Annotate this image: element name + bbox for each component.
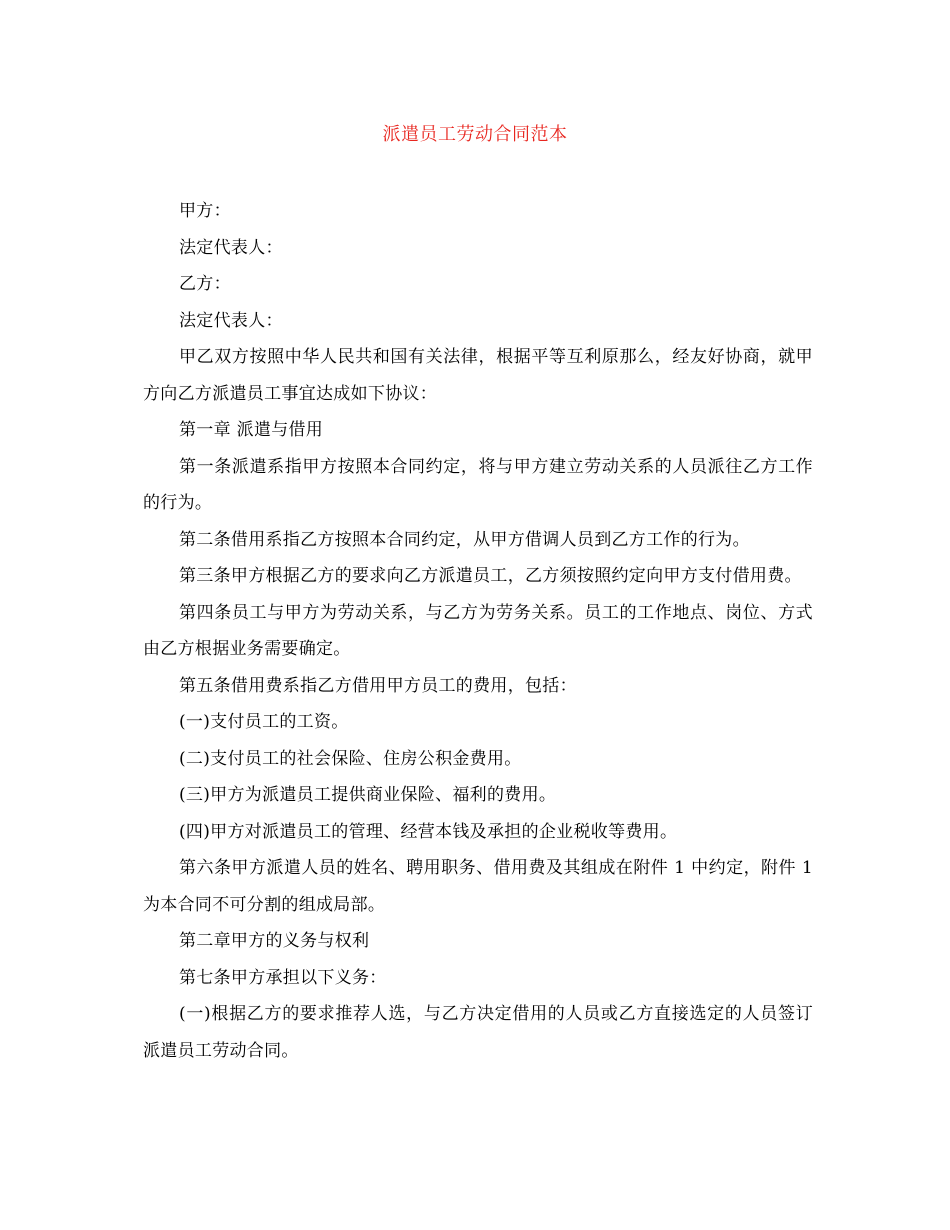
article-paragraph: 第五条借用费系指乙方借用甲方员工的费用，包括： (179, 675, 577, 696)
list-item: (四)甲方对派遣员工的管理、经营本钱及承担的企业税收等费用。 (179, 821, 678, 842)
article-paragraph: 第四条员工与甲方为劳动关系，与乙方为劳务关系。员工的工作地点、岗位、方式由乙方根据业务需要确定。 (143, 602, 813, 659)
article-paragraph: 第一条派遣系指甲方按照本合同约定，将与甲方建立劳动关系的人员派往乙方工作的行为。 (143, 456, 813, 513)
list-item: (三)甲方为派遣员工提供商业保险、福利的费用。 (179, 785, 557, 805)
article-paragraph: 第二条借用系指乙方按照本合同约定，从甲方借调人员到乙方工作的行为。 (179, 529, 750, 550)
preamble-paragraph: 甲乙双方按照中华人民共和国有关法律，根据平等互利原那么，经友好协商，就甲方向乙方派遣员工事宜达成如下协议： (143, 347, 813, 404)
party-b-representative-label: 法定代表人： (179, 310, 283, 331)
document-body (143, 193, 813, 1069)
list-item: (一)支付员工的工资。 (179, 712, 349, 732)
list-item: (二)支付员工的社会保险、住房公积金费用。 (179, 748, 522, 769)
article-paragraph: 第七条甲方承担以下义务： (179, 967, 387, 988)
list-item: (一)根据乙方的要求推荐人选，与乙方决定借用的人员或乙方直接选定的人员签订派遣员工劳动合同。 (143, 1004, 813, 1061)
chapter-heading: 第一章 派遣与借用 (179, 420, 324, 440)
party-b-label: 乙方： (179, 274, 231, 294)
article-paragraph: 第六条甲方派遣人员的姓名、聘用职务、借用费及其组成在附件 1 中约定，附件 1 为本合同不可分割的组成局部。 (143, 858, 813, 915)
chapter-heading: 第二章甲方的义务与权利 (179, 931, 370, 951)
party-a-representative-label: 法定代表人： (179, 237, 283, 258)
article-paragraph: 第三条甲方根据乙方的要求向乙方派遣员工，乙方须按照约定向甲方支付借用费。 (179, 566, 802, 586)
party-a-label: 甲方： (179, 201, 231, 221)
document-title: 派遣员工劳动合同范本 (382, 124, 568, 145)
